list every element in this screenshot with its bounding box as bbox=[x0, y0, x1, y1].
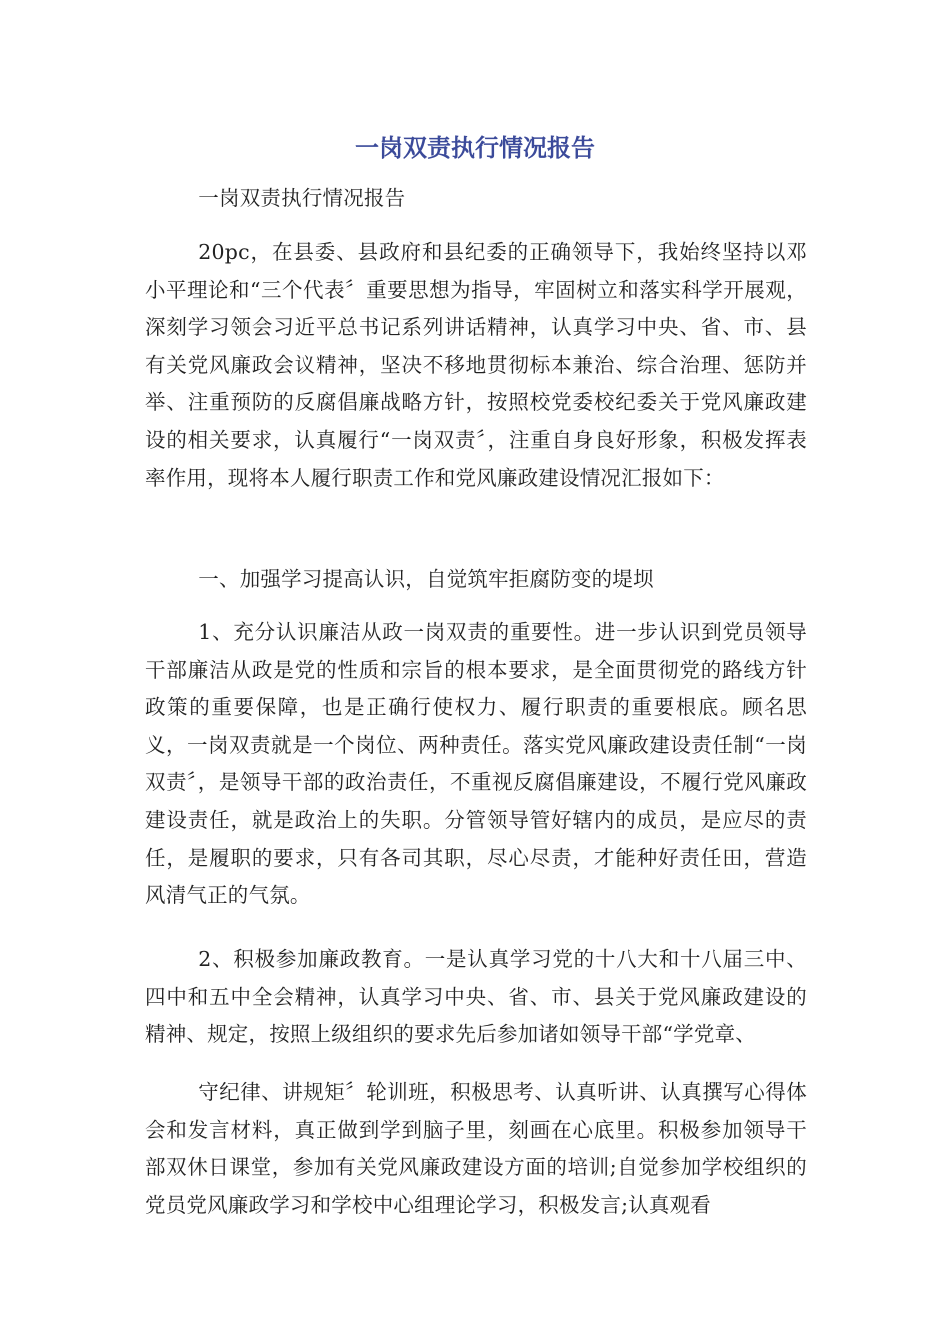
document-subtitle: 一岗双责执行情况报告 bbox=[198, 186, 406, 210]
document-title: 一岗双责执行情况报告 bbox=[355, 134, 595, 162]
paragraph-intro: 20pc，在县委、县政府和县纪委的正确领导下，我始终坚持以邓小平理论和“三个代表〞重要思想为指导，牢固树立和落实科学开展观，深刻学习领会习近平总书记系列讲话精神，认真学习中央、省、市、县有关党风廉政会议精神，坚决不移地贯彻标本兼治、综合治理、惩防并举、注重预防的反腐倡廉战略方针，按照校党委校纪委关于党风廉政建设的相关要求，认真履行“一岗双责〞，注重自身良好形象，积极发挥表率作用，现将本人履行职责工作和党风廉政建设情况汇报如下： bbox=[145, 240, 807, 490]
paragraph-item-2-continued: 守纪律、讲规矩〞轮训班，积极思考、认真听讲、认真撰写心得体会和发言材料，真正做到学到脑子里，刻画在心底里。积极参加领导干部双休日课堂，参加有关党风廉政建设方面的培训;自觉参加学校组织的党员党风廉政学习和学校中心组理论学习，积极发言;认真观看 bbox=[145, 1080, 807, 1217]
paragraph-item-2: 2、积极参加廉政教育。一是认真学习党的十八大和十八届三中、四中和五中全会精神，认真学习中央、省、市、县关于党风廉政建设的精神、规定，按照上级组织的要求先后参加诸如领导干部“学党章、 bbox=[145, 947, 807, 1047]
paragraph-item-1: 1、充分认识廉洁从政一岗双责的重要性。进一步认识到党员领导干部廉洁从政是党的性质和宗旨的根本要求，是全面贯彻党的路线方针政策的重要保障，也是正确行使权力、履行职责的重要根底。顾名思义，一岗双责就是一个岗位、两种责任。落实党风廉政建设责任制“一岗双责〞，是领导干部的政治责任，不重视反腐倡廉建设，不履行党风廉政建设责任，就是政治上的失职。分管领导管好辖内的成员，是应尽的责任，是履职的要求，只有各司其职，尽心尽责，才能种好责任田，营造风清气正的气氛。 bbox=[145, 620, 807, 908]
section-heading-1: 一、加强学习提高认识，自觉筑牢拒腐防变的堤坝 bbox=[198, 567, 654, 591]
